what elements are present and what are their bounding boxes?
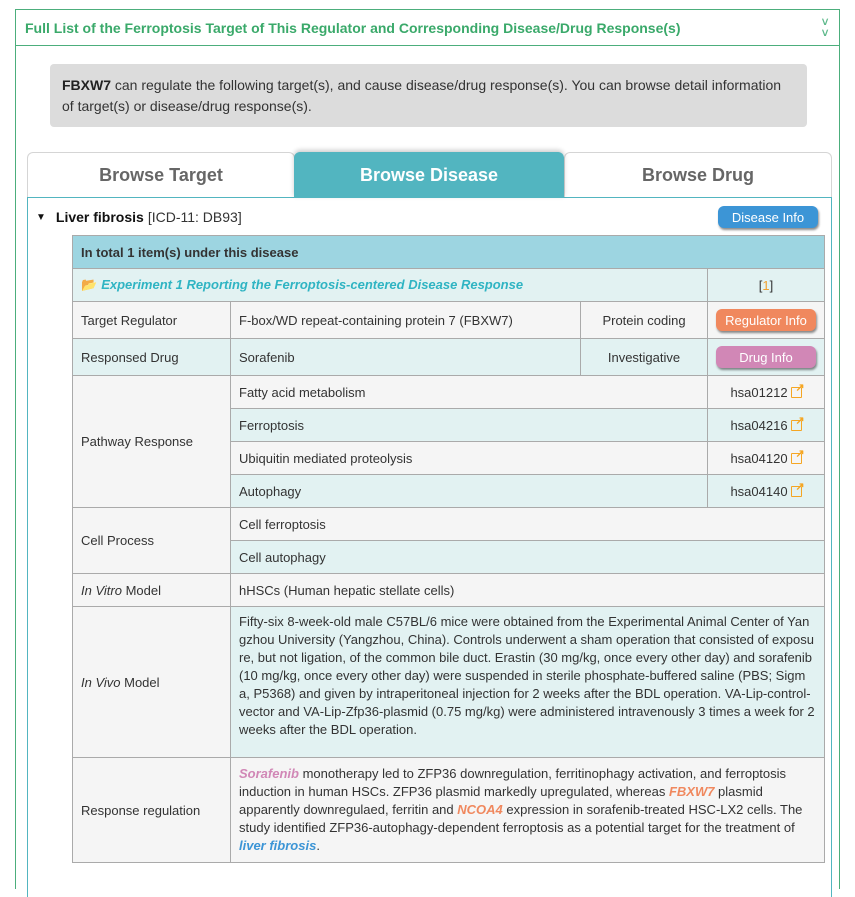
disease-name: Liver fibrosis	[55, 209, 144, 225]
responsed-drug-status: Investigative	[581, 339, 708, 376]
in-vivo-value: Fifty-six 8-week-old male C57BL/6 mice were obtained from the Experimental Animal Center of Yangzhou University (Yangzhou, China). Controls underwent a sham operation that consisted of exposure, but not ligation, of the common bile duct. Erastin (30 mg/kg, once every other day) and sorafenib (10 mg/kg, once every other day) were suspended in sterile phosphate-buffered saline (PBS; Sigma, P5368) and given by intraperitoneal injection for 2 weeks after the BDL operation. VA-Lip-control-vector and VA-Lip-Zfp36-plasmid (0.75 mg/kg) were administered intravenously 3 times a week for 2 weeks after the BDL operation.	[231, 607, 825, 758]
drug-highlight[interactable]: Sorafenib	[239, 766, 299, 781]
in-vitro-value: hHSCs (Human hepatic stellate cells)	[231, 574, 825, 607]
disease-info-button[interactable]: Disease Info	[718, 206, 818, 228]
response-regulation-value	[231, 758, 825, 863]
response-text: monotherapy led to ZFP36 downregulation, ferritinophagy activation, and ferroptosis induction in human HSCs. ZFP36 plasmid markedly upregulated, whereas	[239, 766, 787, 799]
intro-text: can regulate the following target(s), and cause disease/drug response(s). You can browse detail information of target(s) or disease/drug response(s).	[62, 77, 782, 114]
disease-heading[interactable]	[36, 206, 826, 228]
responsed-drug-name: Sorafenib	[231, 339, 581, 376]
double-chevron-down-icon[interactable]: ∨ ∨	[820, 15, 830, 39]
response-regulation-row	[73, 758, 825, 863]
external-link-icon[interactable]	[791, 453, 802, 464]
pathway-id-link[interactable]: hsa01212	[730, 384, 788, 400]
pathway-name: Ubiquitin mediated proteolysis	[231, 442, 708, 475]
reference-cell	[708, 269, 825, 302]
tab-browse-disease[interactable]: Browse Disease	[294, 152, 564, 198]
in-vivo-label-italic: In Vivo	[81, 674, 121, 690]
target-regulator-row	[73, 302, 825, 339]
browse-tabs	[27, 152, 832, 892]
ref-bracket-close: ]	[769, 277, 774, 293]
target-regulator-name: F-box/WD repeat-containing protein 7 (FBXW7)	[231, 302, 581, 339]
cell-process-item: Cell autophagy	[231, 541, 825, 574]
disease-highlight[interactable]: liver fibrosis	[239, 838, 317, 853]
experiment-title-cell[interactable]	[73, 269, 708, 302]
disease-response-table	[72, 235, 825, 863]
total-items-label: In total 1 item(s) under this disease	[73, 236, 825, 269]
folder-open-icon: 📂	[81, 277, 98, 292]
pathway-id-link[interactable]: hsa04120	[730, 450, 788, 466]
pathway-response-label: Pathway Response	[73, 376, 231, 508]
external-link-icon[interactable]	[791, 387, 802, 398]
pathway-id-cell	[708, 409, 825, 442]
pathway-name: Fatty acid metabolism	[231, 376, 708, 409]
response-text: expression in sorafenib-treated HSC-LX2 cells. The study identified ZFP36-autophagy-dependent ferroptosis as a potential target for the treatment of	[239, 802, 803, 835]
pathway-name: Autophagy	[231, 475, 708, 508]
disease-icd-code: [ICD-11: DB93]	[147, 209, 242, 225]
panel-title: Full List of the Ferroptosis Target of This Regulator and Corresponding Disease/Drug Response(s)	[25, 19, 681, 36]
target-regulator-label: Target Regulator	[73, 302, 231, 339]
in-vitro-label-rest: Model	[121, 582, 161, 598]
in-vivo-label	[73, 607, 231, 758]
tab-browse-drug[interactable]: Browse Drug	[564, 152, 832, 198]
experiment-title[interactable]: Experiment 1 Reporting the Ferroptosis-centered Disease Response	[101, 277, 524, 292]
target-regulator-type: Protein coding	[581, 302, 708, 339]
drug-info-cell	[708, 339, 825, 376]
external-link-icon[interactable]	[791, 420, 802, 431]
pathway-id-cell	[708, 442, 825, 475]
gene-highlight[interactable]: NCOA4	[457, 802, 503, 817]
drug-info-button[interactable]: Drug Info	[716, 346, 816, 368]
response-text: plasmid apparently downregulaed, ferritin and	[239, 784, 763, 817]
table-header-row	[73, 236, 825, 269]
panel-header[interactable]	[16, 10, 839, 46]
reference-link[interactable]: 1	[762, 277, 770, 293]
responsed-drug-row	[73, 339, 825, 376]
intro-box	[50, 64, 807, 127]
in-vivo-row	[73, 607, 825, 758]
responsed-drug-label: Responsed Drug	[73, 339, 231, 376]
in-vitro-label	[73, 574, 231, 607]
experiment-row	[73, 269, 825, 302]
in-vitro-row	[73, 574, 825, 607]
pathway-id-link[interactable]: hsa04140	[730, 483, 788, 499]
regulator-info-button[interactable]: Regulator Info	[716, 309, 816, 331]
gene-highlight[interactable]: FBXW7	[668, 784, 715, 799]
response-text: .	[316, 838, 320, 853]
regulator-info-cell	[708, 302, 825, 339]
pathway-id-cell	[708, 475, 825, 508]
in-vitro-label-italic: In Vitro	[81, 582, 122, 598]
external-link-icon[interactable]	[791, 486, 802, 497]
cell-process-label: Cell Process	[73, 508, 231, 574]
cell-process-item: Cell ferroptosis	[231, 508, 825, 541]
pathway-row	[73, 376, 825, 409]
pathway-name: Ferroptosis	[231, 409, 708, 442]
tab-content	[27, 197, 832, 897]
pathway-id-link[interactable]: hsa04216	[730, 417, 788, 433]
tab-browse-target[interactable]: Browse Target	[27, 152, 295, 198]
pathway-id-cell	[708, 376, 825, 409]
regulator-name: FBXW7	[62, 77, 111, 93]
in-vivo-label-rest: Model	[120, 674, 160, 690]
expand-triangle-icon[interactable]: ▼	[36, 211, 46, 223]
ref-bracket-open: [	[758, 277, 763, 293]
ferroptosis-target-panel	[15, 9, 840, 889]
response-regulation-label: Response regulation	[73, 758, 231, 863]
cell-process-row	[73, 508, 825, 541]
